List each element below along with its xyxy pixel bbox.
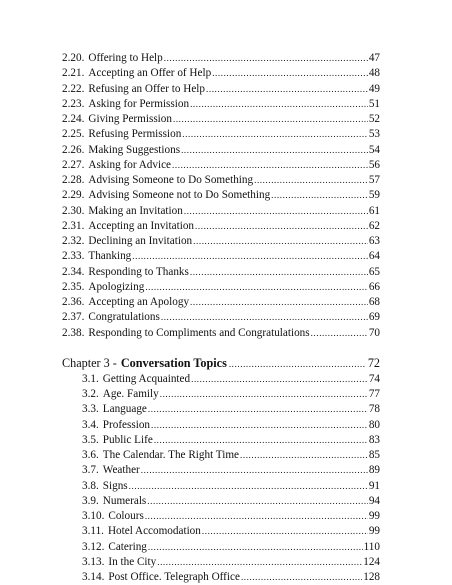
dot-leader xyxy=(254,173,368,188)
toc-entry xyxy=(62,555,380,570)
toc-entry-label xyxy=(62,97,189,112)
toc-entry-title: Weather xyxy=(102,464,140,477)
toc-entry-number: 2.22. xyxy=(62,82,85,95)
toc-entry-title: Accepting an Invitation xyxy=(88,219,195,232)
toc-entry-title: Signs xyxy=(102,479,128,492)
toc-entry-number: 3.9. xyxy=(82,494,99,507)
toc-entry-number: 2.24. xyxy=(62,113,85,125)
toc-entry xyxy=(62,540,380,555)
toc-entry-number: 2.21. xyxy=(62,67,85,80)
toc-entry-number: 3.1. xyxy=(82,372,99,385)
toc-entry-label xyxy=(62,280,144,295)
toc-entry xyxy=(62,295,380,310)
toc-entry-label xyxy=(62,234,192,249)
toc-entry-label xyxy=(62,51,163,66)
toc-entry-label xyxy=(62,112,172,127)
toc-entry-number: 2.36. xyxy=(62,296,85,308)
toc-entry-label xyxy=(82,402,147,417)
toc-entry-label xyxy=(62,326,310,341)
toc-entry xyxy=(62,219,380,234)
toc-entry-title: Giving Permission xyxy=(88,113,172,125)
toc-entry-title: Refusing an Offer to Help xyxy=(88,82,205,95)
toc-entry-title: Apologizing xyxy=(88,280,145,293)
toc-entry-title: Accepting an Apology xyxy=(88,296,190,308)
toc-entry-label xyxy=(62,173,253,188)
dot-leader xyxy=(212,66,368,81)
toc-entry-page-number: 110 xyxy=(363,540,380,553)
toc-entry-title: Advising Someone to Do Something xyxy=(88,174,254,186)
toc-entry-title: Profession xyxy=(102,418,151,431)
dot-leader xyxy=(271,188,368,203)
toc-entry-title: Post Office. Telegraph Office xyxy=(108,571,240,583)
toc-entry-page-number: 74 xyxy=(368,372,380,385)
toc-entry-number: 3.11. xyxy=(82,525,104,538)
toc-entry xyxy=(62,82,380,97)
section-gap xyxy=(62,341,380,355)
toc-entry-number: 2.38. xyxy=(62,326,85,339)
dot-leader xyxy=(241,570,362,585)
toc-entry-page-number: 89 xyxy=(368,464,380,477)
toc-entry-page-number: 91 xyxy=(368,479,380,492)
toc-entry-title: Colours xyxy=(108,510,144,522)
toc-entry-number: 2.29. xyxy=(62,189,85,202)
dot-leader xyxy=(148,402,368,417)
dot-leader xyxy=(145,280,368,295)
toc-entry xyxy=(62,433,380,448)
toc-entry xyxy=(62,51,380,66)
toc-entry-label xyxy=(62,188,270,203)
dot-leader xyxy=(172,158,368,173)
dot-leader xyxy=(193,234,368,249)
toc-entry-label xyxy=(82,387,159,402)
toc-section-chapter-2 xyxy=(62,51,380,341)
dot-leader xyxy=(148,540,363,555)
dot-leader xyxy=(182,127,368,142)
toc-entry xyxy=(62,402,380,417)
toc-entry-label xyxy=(62,249,131,264)
chapter-prefix: Chapter 3 - xyxy=(62,355,117,370)
toc-entry-number: 3.12. xyxy=(82,540,105,553)
toc-section-chapter-3 xyxy=(62,372,380,585)
toc-entry-title: The Calendar. The Right Time xyxy=(102,449,239,461)
toc-entry-page-number: 78 xyxy=(368,403,380,416)
dot-leader xyxy=(202,524,368,539)
toc-entry-page-number: 128 xyxy=(363,571,380,583)
toc-entry-title: Thanking xyxy=(88,250,132,263)
dot-leader xyxy=(195,219,368,234)
toc-entry-label xyxy=(82,479,128,494)
toc-entry-number: 3.3. xyxy=(82,403,99,416)
toc-entry-page-number: 62 xyxy=(368,219,380,232)
dot-leader xyxy=(132,249,368,264)
toc-entry-page-number: 124 xyxy=(363,555,380,568)
chapter-heading xyxy=(62,355,380,372)
toc-entry-label xyxy=(82,524,201,539)
toc-entry-number: 2.20. xyxy=(62,52,85,64)
toc-entry-page-number: 66 xyxy=(368,280,380,293)
toc-entry-page-number: 51 xyxy=(368,97,380,110)
toc-entry xyxy=(62,479,380,494)
toc-entry xyxy=(62,234,380,249)
toc-entry-page-number: 61 xyxy=(368,204,380,217)
toc-entry-page-number: 99 xyxy=(368,510,380,522)
dot-leader xyxy=(129,479,368,494)
toc-entry xyxy=(62,143,380,158)
dot-leader xyxy=(191,372,368,387)
dot-leader xyxy=(190,295,368,310)
toc-entry-number: 2.37. xyxy=(62,311,85,324)
toc-entry xyxy=(62,387,380,402)
toc-entry xyxy=(62,127,380,142)
dot-leader xyxy=(229,356,366,373)
toc-entry-title: Offering to Help xyxy=(88,52,163,64)
dot-leader xyxy=(190,97,368,112)
toc-entry-number: 2.35. xyxy=(62,280,85,293)
toc-entry xyxy=(62,494,380,509)
toc-entry-title: Responding to Thanks xyxy=(88,265,189,278)
toc-entry-number: 2.30. xyxy=(62,204,85,217)
toc-entry-title: Asking for Advice xyxy=(88,158,172,171)
chapter-page-number: 72 xyxy=(367,355,380,370)
toc-entry-page-number: 80 xyxy=(368,418,380,431)
toc-entry-page-number: 54 xyxy=(368,143,380,156)
toc-entry-label xyxy=(82,463,140,478)
toc-entry-number: 3.13. xyxy=(82,555,105,568)
toc-entry-label xyxy=(82,448,239,463)
toc-entry-page-number: 47 xyxy=(368,52,380,64)
toc-entry-label xyxy=(82,509,144,524)
toc-entry-page-number: 68 xyxy=(368,296,380,308)
toc-entry-label xyxy=(82,433,153,448)
toc-entry-label xyxy=(82,540,147,555)
toc-entry-label xyxy=(62,219,194,234)
toc-entry-title: Making Suggestions xyxy=(88,143,181,156)
toc-entry xyxy=(62,158,380,173)
dot-leader xyxy=(154,433,368,448)
toc-entry xyxy=(62,463,380,478)
toc-entry xyxy=(62,265,380,280)
toc-entry-number: 2.33. xyxy=(62,250,85,263)
toc-entry-number: 2.31. xyxy=(62,219,85,232)
toc-entry-label xyxy=(62,143,180,158)
toc-entry-number: 3.4. xyxy=(82,418,99,431)
toc-entry xyxy=(62,112,380,127)
toc-entry-page-number: 83 xyxy=(368,433,380,446)
toc-entry-page-number: 64 xyxy=(368,250,380,263)
dot-leader xyxy=(240,448,368,463)
toc-entry-label xyxy=(82,372,190,387)
toc-entry-number: 3.7. xyxy=(82,464,99,477)
dot-leader xyxy=(190,265,368,280)
toc-entry-title: Age. Family xyxy=(102,388,159,400)
dot-leader xyxy=(147,494,368,509)
toc-entry xyxy=(62,173,380,188)
toc-entry-page-number: 85 xyxy=(368,449,380,461)
toc-entry-title: In the City xyxy=(108,555,157,568)
toc-entry xyxy=(62,509,380,524)
dot-leader xyxy=(151,418,368,433)
toc-entry-number: 2.25. xyxy=(62,128,85,141)
toc-entry-page-number: 48 xyxy=(368,67,380,80)
toc-entry-title: Language xyxy=(102,403,147,416)
toc-entry-page-number: 59 xyxy=(368,189,380,202)
toc-entry-number: 2.27. xyxy=(62,158,85,171)
toc-entry-title: Refusing Permission xyxy=(88,128,182,141)
toc-entry-number: 3.10. xyxy=(82,510,105,522)
toc-entry-number: 2.28. xyxy=(62,174,85,186)
table-of-contents xyxy=(62,51,380,585)
toc-entry-title: Hotel Accomodation xyxy=(107,525,201,538)
toc-entry xyxy=(62,326,380,341)
toc-entry-number: 2.26. xyxy=(62,143,85,156)
toc-entry-label xyxy=(82,570,240,585)
dot-leader xyxy=(311,326,368,341)
toc-entry-page-number: 69 xyxy=(368,311,380,324)
toc-entry-title: Making an Invitation xyxy=(88,204,183,217)
dot-leader xyxy=(157,555,362,570)
toc-entry xyxy=(62,524,380,539)
toc-entry-label xyxy=(62,127,181,142)
toc-entry-number: 2.34. xyxy=(62,265,85,278)
toc-entry-title: Getting Acquainted xyxy=(102,372,191,385)
toc-entry-page-number: 63 xyxy=(368,235,380,247)
toc-entry-page-number: 94 xyxy=(368,494,380,507)
chapter-title: Conversation Topics xyxy=(120,355,227,370)
dot-leader xyxy=(206,82,368,97)
toc-entry-title: Accepting an Offer of Help xyxy=(88,67,212,80)
toc-entry-number: 2.23. xyxy=(62,97,85,110)
toc-entry-page-number: 99 xyxy=(368,525,380,538)
toc-entry-label xyxy=(62,265,189,280)
dot-leader xyxy=(173,112,368,127)
toc-entry-label xyxy=(82,418,150,433)
dot-leader xyxy=(181,143,368,158)
toc-entry xyxy=(62,97,380,112)
dot-leader xyxy=(164,51,368,66)
dot-leader xyxy=(160,387,368,402)
toc-entry-title: Catering xyxy=(108,540,147,553)
dot-leader xyxy=(161,310,368,325)
toc-entry-label xyxy=(62,66,211,81)
toc-entry-label xyxy=(82,555,156,570)
toc-entry-label xyxy=(62,82,205,97)
toc-entry-number: 3.8. xyxy=(82,479,99,492)
toc-entry-title: Public Life xyxy=(102,433,153,446)
toc-entry-number: 3.5. xyxy=(82,433,99,446)
toc-entry xyxy=(62,310,380,325)
toc-entry-title: Advising Someone not to Do Something xyxy=(88,189,271,202)
toc-entry xyxy=(62,280,380,295)
toc-entry-title: Asking for Permission xyxy=(88,97,190,110)
toc-entry-page-number: 77 xyxy=(368,388,380,400)
toc-entry xyxy=(62,66,380,81)
toc-entry-page-number: 56 xyxy=(368,158,380,171)
toc-entry-number: 3.2. xyxy=(82,388,99,400)
toc-entry-page-number: 49 xyxy=(368,82,380,95)
toc-entry xyxy=(62,570,380,585)
toc-entry-title: Responding to Compliments and Congratulations xyxy=(88,326,310,339)
toc-entry xyxy=(62,188,380,203)
toc-entry-label xyxy=(62,310,160,325)
toc-entry-label xyxy=(82,494,146,509)
toc-entry-label xyxy=(62,204,183,219)
toc-entry-number: 2.32. xyxy=(62,235,85,247)
toc-entry-page-number: 57 xyxy=(368,174,380,186)
toc-entry-page-number: 53 xyxy=(368,128,380,141)
toc-entry xyxy=(62,249,380,264)
toc-entry-label xyxy=(62,295,189,310)
toc-entry-number: 3.14. xyxy=(82,571,105,583)
dot-leader xyxy=(141,463,368,478)
toc-entry-title: Declining an Invitation xyxy=(88,235,193,247)
toc-entry-title: Numerals xyxy=(102,494,147,507)
toc-entry-number: 3.6. xyxy=(82,449,99,461)
toc-entry xyxy=(62,448,380,463)
toc-entry-page-number: 65 xyxy=(368,265,380,278)
toc-entry xyxy=(62,372,380,387)
toc-entry xyxy=(62,418,380,433)
toc-entry-title: Congratulations xyxy=(88,311,160,324)
dot-leader xyxy=(184,204,368,219)
toc-entry xyxy=(62,204,380,219)
toc-entry-label xyxy=(62,158,171,173)
toc-entry-page-number: 70 xyxy=(368,326,380,339)
toc-entry-page-number: 52 xyxy=(368,113,380,125)
dot-leader xyxy=(145,509,368,524)
